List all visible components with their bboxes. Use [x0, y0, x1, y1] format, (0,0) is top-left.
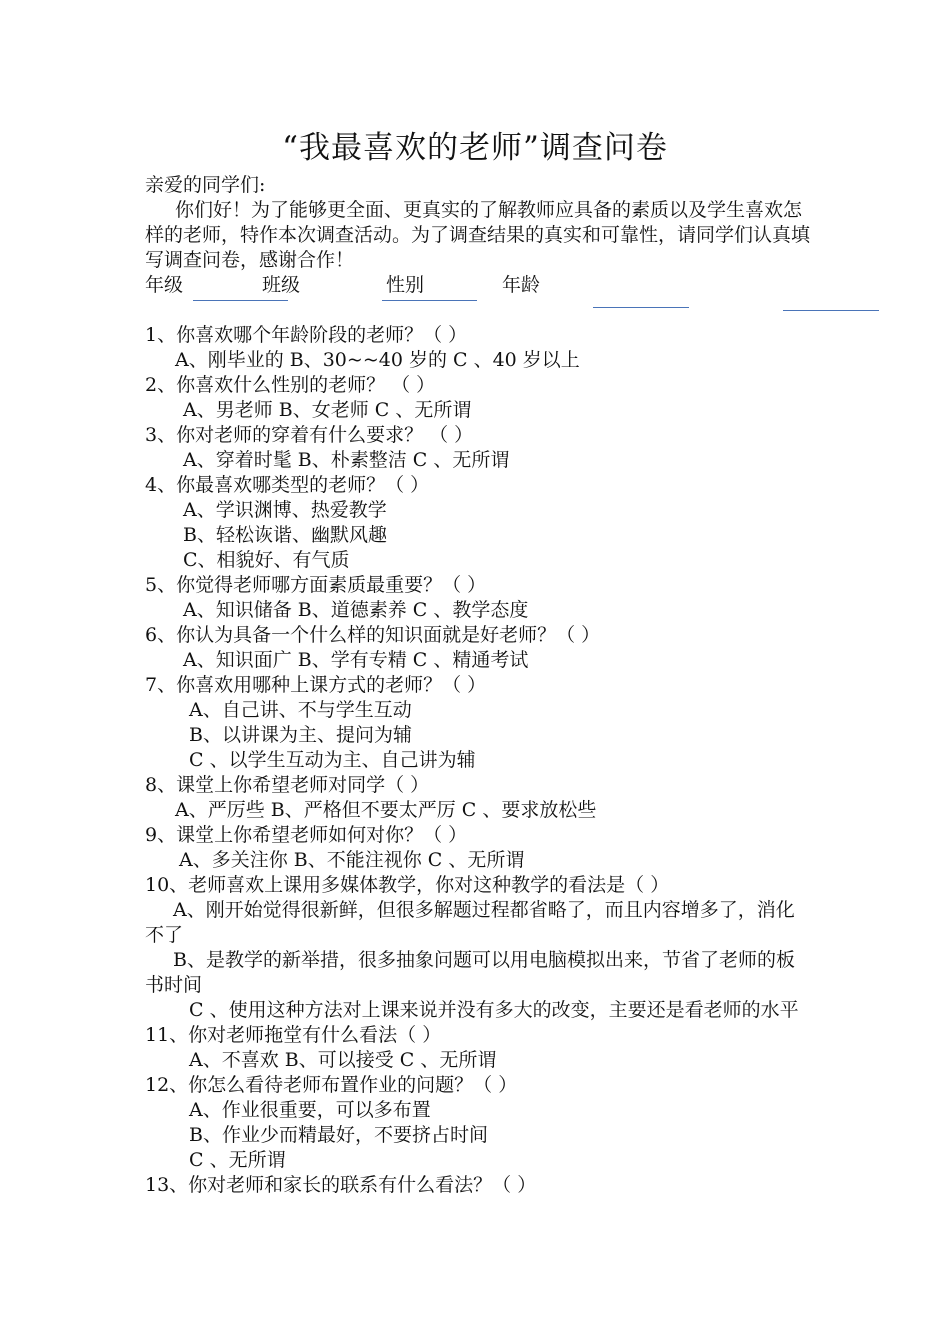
gender-label: 性别 [386, 274, 425, 296]
question-9 [145, 823, 810, 873]
spacer [145, 298, 810, 323]
question-text: 11、你对老师拖堂有什么看法（ ） [145, 1024, 442, 1046]
grade-field[interactable] [193, 300, 288, 301]
question-text: 7、你喜欢用哪种上课方式的老师？（ ） [145, 674, 487, 696]
option-line: C 、无所谓 [189, 1149, 286, 1171]
option-line: C 、以学生互动为主、自己讲为辅 [189, 749, 476, 771]
question-12 [145, 1073, 810, 1173]
intro-paragraph: 你们好！为了能够更全面、更真实的了解教师应具备的素质以及学生喜欢怎样的老师，特作本次调查活动。为了调查结果的真实和可靠性，请同学们认真填写调查问卷，感谢合作！ [145, 199, 811, 271]
age-field[interactable] [783, 310, 879, 311]
option-line: A、刚毕业的 B、30~~40 岁的 C 、40 岁以上 [175, 349, 580, 371]
age-label: 年龄 [502, 274, 541, 296]
option-line: C 、使用这种方法对上课来说并没有多大的改变，主要还是看老师的水平 [189, 999, 799, 1021]
question-4 [145, 473, 810, 573]
option-line: A、知识面广 B、学有专精 C 、精通考试 [183, 649, 529, 671]
question-text: 4、你最喜欢哪类型的老师？（ ） [145, 474, 430, 496]
option-line: A、刚开始觉得很新鲜，但很多解题过程都省略了，而且内容增多了，消化不了 [145, 899, 795, 946]
question-text: 8、课堂上你希望老师对同学（ ） [145, 774, 430, 796]
option-line: B、是教学的新举措，很多抽象问题可以用电脑模拟出来，节省了老师的板书时间 [145, 949, 795, 996]
option-line: A、自己讲、不与学生互动 [189, 699, 412, 721]
option-line: A、不喜欢 B、可以接受 C 、无所谓 [189, 1049, 497, 1071]
option-line: B、以讲课为主、提问为辅 [189, 724, 412, 746]
gender-field[interactable] [593, 307, 689, 308]
option-line: A、学识渊博、热爱教学 [183, 499, 387, 521]
question-5 [145, 573, 810, 623]
question-text: 10、老师喜欢上课用多媒体教学，你对这种教学的看法是（ ） [145, 874, 670, 896]
question-1 [145, 323, 810, 373]
class-label: 班级 [262, 274, 301, 296]
question-text: 1、你喜欢哪个年龄阶段的老师？（ ） [145, 324, 468, 346]
question-text: 3、你对老师的穿着有什么要求？ （ ） [145, 424, 474, 446]
option-line: A、作业很重要，可以多布置 [189, 1099, 431, 1121]
question-11 [145, 1023, 810, 1073]
class-field[interactable] [382, 300, 477, 301]
option-line: A、多关注你 B、不能注视你 C 、无所谓 [179, 849, 525, 871]
option-line: A、知识储备 B、道德素养 C 、教学态度 [183, 599, 529, 621]
question-8 [145, 773, 810, 823]
question-text: 5、你觉得老师哪方面素质最重要？（ ） [145, 574, 487, 596]
survey-body [145, 173, 810, 1198]
option-line: A、穿着时髦 B、朴素整洁 C 、无所谓 [183, 449, 510, 471]
option-line: A、男老师 B、女老师 C 、无所谓 [183, 399, 472, 421]
greeting: 亲爱的同学们: [145, 174, 266, 196]
question-text: 12、你怎么看待老师布置作业的问题？（ ） [145, 1074, 518, 1096]
question-10 [145, 873, 810, 1023]
question-text: 13、你对老师和家长的联系有什么看法？（ ） [145, 1174, 537, 1196]
question-2 [145, 373, 810, 423]
question-13 [145, 1173, 810, 1198]
question-3 [145, 423, 810, 473]
option-line: B、作业少而精最好，不要挤占时间 [189, 1124, 488, 1146]
option-line: B、轻松诙谐、幽默风趣 [183, 524, 387, 546]
option-line: A、严厉些 B、严格但不要太严厉 C 、要求放松些 [175, 799, 597, 821]
page-title: “我最喜欢的老师”调查问卷 [282, 130, 668, 166]
info-row [145, 273, 810, 298]
question-text: 9、课堂上你希望老师如何对你？（ ） [145, 824, 468, 846]
question-text: 2、你喜欢什么性别的老师？ （ ） [145, 374, 436, 396]
grade-label: 年级 [145, 274, 184, 296]
question-6 [145, 623, 810, 673]
option-line: C、相貌好、有气质 [183, 549, 350, 571]
question-7 [145, 673, 810, 773]
question-text: 6、你认为具备一个什么样的知识面就是好老师？（ ） [145, 624, 601, 646]
